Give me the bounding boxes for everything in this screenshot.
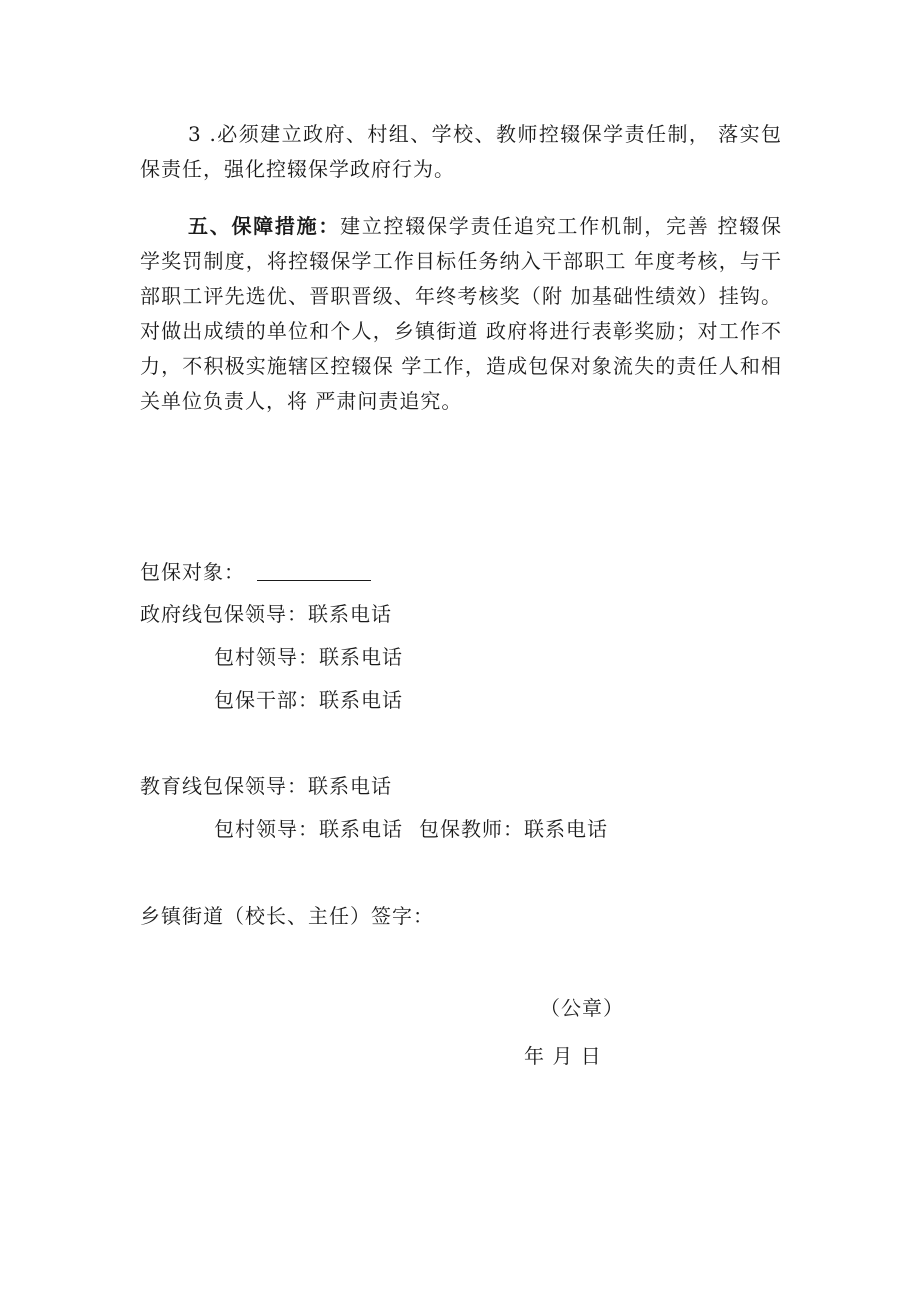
item-3-paragraph: 3 .必须建立政府、村组、学校、教师控辍保学责任制， 落实包保责任，强化控辍保学政府行为。	[140, 122, 782, 181]
section-5-body: 建立控辍保学责任追究工作机制，完善 控辍保学奖罚制度，将控辍保学工作目标任务纳入干部职工 年度考核，与干部职工评先选优、晋职晋级、年终考核奖（附 加基础性绩效）挂钩。对做出成绩的单位和个人，乡镇街道 政府将进行表彰奖励；对工作不力，不积极实施辖区控辍保 学工作，造成包保对象流失的责任人和相关单位负责人，将 严肃问责追究。	[140, 214, 782, 413]
gov-leader-line: 政府线包保领导：联系电话	[140, 602, 392, 626]
edu-leader-line: 教育线包保领导：联系电话	[140, 774, 392, 798]
date-line: 年 月 日	[524, 1044, 602, 1068]
target-blank-field[interactable]	[257, 560, 371, 581]
section-5-paragraph	[140, 209, 782, 419]
edu-village-leader-line: 包村领导：联系电话	[214, 817, 403, 841]
signature-line: 乡镇街道（校长、主任）签字：	[140, 904, 434, 928]
section-5-heading: 五、保障措施：	[188, 214, 341, 238]
target-row	[140, 558, 371, 586]
edu-teacher-line: 包保教师：联系电话	[419, 817, 608, 841]
seal-text: （公章）	[540, 996, 624, 1020]
gov-village-leader-line: 包村领导：联系电话	[214, 645, 403, 669]
edu-contacts-row	[214, 815, 608, 843]
target-label: 包保对象：	[140, 560, 245, 584]
gov-cadre-line: 包保干部：联系电话	[214, 688, 403, 712]
